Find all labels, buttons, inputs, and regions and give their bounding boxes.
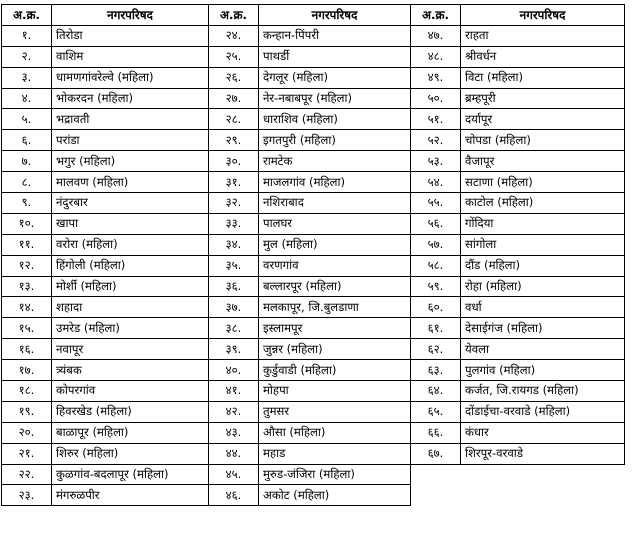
council-name-cell: इगतपुरी (महिला)	[259, 130, 411, 151]
council-name-cell: नवापूर	[52, 339, 209, 360]
serial-cell: ७.	[2, 151, 52, 172]
empty-cell	[461, 485, 625, 506]
serial-cell: ३५.	[209, 255, 259, 276]
table-row	[2, 443, 625, 464]
table-row	[2, 67, 625, 88]
table-row	[2, 276, 625, 297]
serial-header: अ.क्र.	[2, 5, 52, 26]
council-name-cell: उमरेड (महिला)	[52, 318, 209, 339]
serial-cell: १७.	[2, 360, 52, 381]
council-name-cell: वरणगांव	[259, 255, 411, 276]
serial-cell: ४१.	[209, 381, 259, 402]
serial-cell: ३.	[2, 67, 52, 88]
empty-cell	[411, 464, 461, 485]
council-name-cell: रामटेक	[259, 151, 411, 172]
serial-cell: २२.	[2, 464, 52, 485]
serial-cell: ५६.	[411, 213, 461, 234]
serial-cell: २८.	[209, 109, 259, 130]
council-name-cell: नंदुरबार	[52, 193, 209, 214]
table-row	[2, 464, 625, 485]
council-name-cell: माजलगांव (महिला)	[259, 172, 411, 193]
serial-cell: ६३.	[411, 360, 461, 381]
council-name-cell: शहादा	[52, 297, 209, 318]
serial-cell: ४.	[2, 88, 52, 109]
serial-cell: ५३.	[411, 151, 461, 172]
serial-cell: ४७.	[411, 25, 461, 46]
table-row	[2, 193, 625, 214]
serial-cell: ६०.	[411, 297, 461, 318]
council-name-cell: मालवण (महिला)	[52, 172, 209, 193]
council-name-cell: मोहपा	[259, 381, 411, 402]
serial-cell: ३२.	[209, 193, 259, 214]
council-name-cell: तिरोडा	[52, 25, 209, 46]
council-header: नगरपरिषद	[461, 5, 625, 26]
serial-cell: ६२.	[411, 339, 461, 360]
council-name-cell: जुन्नर (महिला)	[259, 339, 411, 360]
serial-cell: ३९.	[209, 339, 259, 360]
council-name-cell: नशिराबाद	[259, 193, 411, 214]
serial-cell: १०.	[2, 213, 52, 234]
table-body	[2, 25, 625, 505]
serial-cell: २३.	[2, 485, 52, 506]
council-name-cell: बल्लारपूर (महिला)	[259, 276, 411, 297]
table-row	[2, 318, 625, 339]
council-name-cell: मुल (महिला)	[259, 234, 411, 255]
serial-cell: २०.	[2, 422, 52, 443]
council-name-cell: धाराशिव (महिला)	[259, 109, 411, 130]
council-name-cell: वर्धा	[461, 297, 625, 318]
serial-cell: ८.	[2, 172, 52, 193]
serial-cell: १.	[2, 25, 52, 46]
council-name-cell: कर्जत, जि.रायगड (महिला)	[461, 381, 625, 402]
table-row	[2, 234, 625, 255]
serial-cell: ६७.	[411, 443, 461, 464]
serial-cell: २६.	[209, 67, 259, 88]
council-header: नगरपरिषद	[52, 5, 209, 26]
council-name-cell: देसाईगंज (महिला)	[461, 318, 625, 339]
table-row	[2, 360, 625, 381]
serial-cell: १९.	[2, 401, 52, 422]
serial-cell: ६.	[2, 130, 52, 151]
serial-cell: ४८.	[411, 46, 461, 67]
council-name-cell: मुरुड-जंजिरा (महिला)	[259, 464, 411, 485]
serial-cell: ३६.	[209, 276, 259, 297]
council-name-cell: मोर्शी (महिला)	[52, 276, 209, 297]
council-name-cell: पालघर	[259, 213, 411, 234]
council-name-cell: चोपडा (महिला)	[461, 130, 625, 151]
header-row	[2, 5, 625, 26]
empty-cell	[461, 464, 625, 485]
serial-cell: ६५.	[411, 401, 461, 422]
council-name-cell: बाळापूर (महिला)	[52, 422, 209, 443]
serial-cell: २४.	[209, 25, 259, 46]
council-name-cell: दौंड (महिला)	[461, 255, 625, 276]
serial-cell: ३१.	[209, 172, 259, 193]
council-name-cell: वैजापूर	[461, 151, 625, 172]
council-name-cell: अकोट (महिला)	[259, 485, 411, 506]
serial-cell: १८.	[2, 381, 52, 402]
serial-cell: ४४.	[209, 443, 259, 464]
table-row	[2, 88, 625, 109]
serial-cell: १४.	[2, 297, 52, 318]
serial-cell: ९.	[2, 193, 52, 214]
serial-cell: २७.	[209, 88, 259, 109]
serial-cell: ६६.	[411, 422, 461, 443]
table-row	[2, 381, 625, 402]
council-name-cell: दर्यापूर	[461, 109, 625, 130]
council-name-cell: शिरुर (महिला)	[52, 443, 209, 464]
serial-cell: ४९.	[411, 67, 461, 88]
council-name-cell: खापा	[52, 213, 209, 234]
table-row	[2, 25, 625, 46]
serial-header: अ.क्र.	[411, 5, 461, 26]
council-name-cell: भोकरदन (महिला)	[52, 88, 209, 109]
council-name-cell: परांडा	[52, 130, 209, 151]
council-name-cell: मंगरुळपीर	[52, 485, 209, 506]
serial-cell: ३४.	[209, 234, 259, 255]
council-name-cell: महाड	[259, 443, 411, 464]
empty-cell	[411, 485, 461, 506]
council-name-cell: रोहा (महिला)	[461, 276, 625, 297]
council-name-cell: भद्रावती	[52, 109, 209, 130]
serial-cell: १३.	[2, 276, 52, 297]
serial-cell: ४२.	[209, 401, 259, 422]
council-name-cell: कुर्डुवाडी (महिला)	[259, 360, 411, 381]
council-name-cell: श्रीवर्धन	[461, 46, 625, 67]
serial-cell: १२.	[2, 255, 52, 276]
council-name-cell: गोंदिया	[461, 213, 625, 234]
serial-cell: ३७.	[209, 297, 259, 318]
serial-cell: ४०.	[209, 360, 259, 381]
council-name-cell: मलकापूर, जि.बुलडाणा	[259, 297, 411, 318]
serial-cell: ६१.	[411, 318, 461, 339]
table-row	[2, 151, 625, 172]
serial-cell: २९.	[209, 130, 259, 151]
serial-cell: ४५.	[209, 464, 259, 485]
council-name-cell: हिंगोली (महिला)	[52, 255, 209, 276]
serial-cell: १६.	[2, 339, 52, 360]
table-row	[2, 213, 625, 234]
council-name-cell: राहता	[461, 25, 625, 46]
council-name-cell: कन्हान-पिंपरी	[259, 25, 411, 46]
serial-cell: ५७.	[411, 234, 461, 255]
council-name-cell: धामणगांवरेल्वे (महिला)	[52, 67, 209, 88]
serial-cell: १५.	[2, 318, 52, 339]
council-name-cell: ब्रम्हपूरी	[461, 88, 625, 109]
serial-header: अ.क्र.	[209, 5, 259, 26]
council-name-cell: नेर-नबाबपूर (महिला)	[259, 88, 411, 109]
table-row	[2, 297, 625, 318]
council-name-cell: पाथर्डी	[259, 46, 411, 67]
serial-cell: ५८.	[411, 255, 461, 276]
serial-cell: ४६.	[209, 485, 259, 506]
serial-cell: ५१.	[411, 109, 461, 130]
table-row	[2, 46, 625, 67]
serial-cell: ५.	[2, 109, 52, 130]
serial-cell: २१.	[2, 443, 52, 464]
council-name-cell: शिरपूर-वरवाडे	[461, 443, 625, 464]
council-list-sheet	[1, 4, 625, 506]
council-name-cell: कंधार	[461, 422, 625, 443]
serial-cell: ११.	[2, 234, 52, 255]
serial-cell: ५४.	[411, 172, 461, 193]
council-name-cell: विटा (महिला)	[461, 67, 625, 88]
council-name-cell: त्र्यंबक	[52, 360, 209, 381]
council-name-cell: देगलूर (महिला)	[259, 67, 411, 88]
council-name-cell: काटोल (महिला)	[461, 193, 625, 214]
council-name-cell: पुलगांव (महिला)	[461, 360, 625, 381]
serial-cell: ५०.	[411, 88, 461, 109]
council-name-cell: सटाणा (महिला)	[461, 172, 625, 193]
serial-cell: २.	[2, 46, 52, 67]
serial-cell: ४३.	[209, 422, 259, 443]
serial-cell: ३८.	[209, 318, 259, 339]
table-row	[2, 255, 625, 276]
serial-cell: ५५.	[411, 193, 461, 214]
council-name-cell: दोंडाईचा-वरवाडे (महिला)	[461, 401, 625, 422]
serial-cell: ६४.	[411, 381, 461, 402]
council-name-cell: येवला	[461, 339, 625, 360]
table-row	[2, 130, 625, 151]
serial-cell: २५.	[209, 46, 259, 67]
serial-cell: ५२.	[411, 130, 461, 151]
council-name-cell: सांगोला	[461, 234, 625, 255]
council-name-cell: औसा (महिला)	[259, 422, 411, 443]
council-name-cell: भगुर (महिला)	[52, 151, 209, 172]
serial-cell: ३३.	[209, 213, 259, 234]
table-row	[2, 109, 625, 130]
council-name-cell: वाशिम	[52, 46, 209, 67]
table-row	[2, 485, 625, 506]
council-table	[1, 4, 625, 506]
serial-cell: ५९.	[411, 276, 461, 297]
council-header: नगरपरिषद	[259, 5, 411, 26]
council-name-cell: इस्लामपूर	[259, 318, 411, 339]
table-row	[2, 172, 625, 193]
council-name-cell: तुमसर	[259, 401, 411, 422]
table-row	[2, 422, 625, 443]
table-row	[2, 339, 625, 360]
table-row	[2, 401, 625, 422]
council-name-cell: कोपरगांव	[52, 381, 209, 402]
serial-cell: ३०.	[209, 151, 259, 172]
council-name-cell: वरोरा (महिला)	[52, 234, 209, 255]
council-name-cell: हिवरखेड (महिला)	[52, 401, 209, 422]
council-name-cell: कुळगांव-बदलापूर (महिला)	[52, 464, 209, 485]
